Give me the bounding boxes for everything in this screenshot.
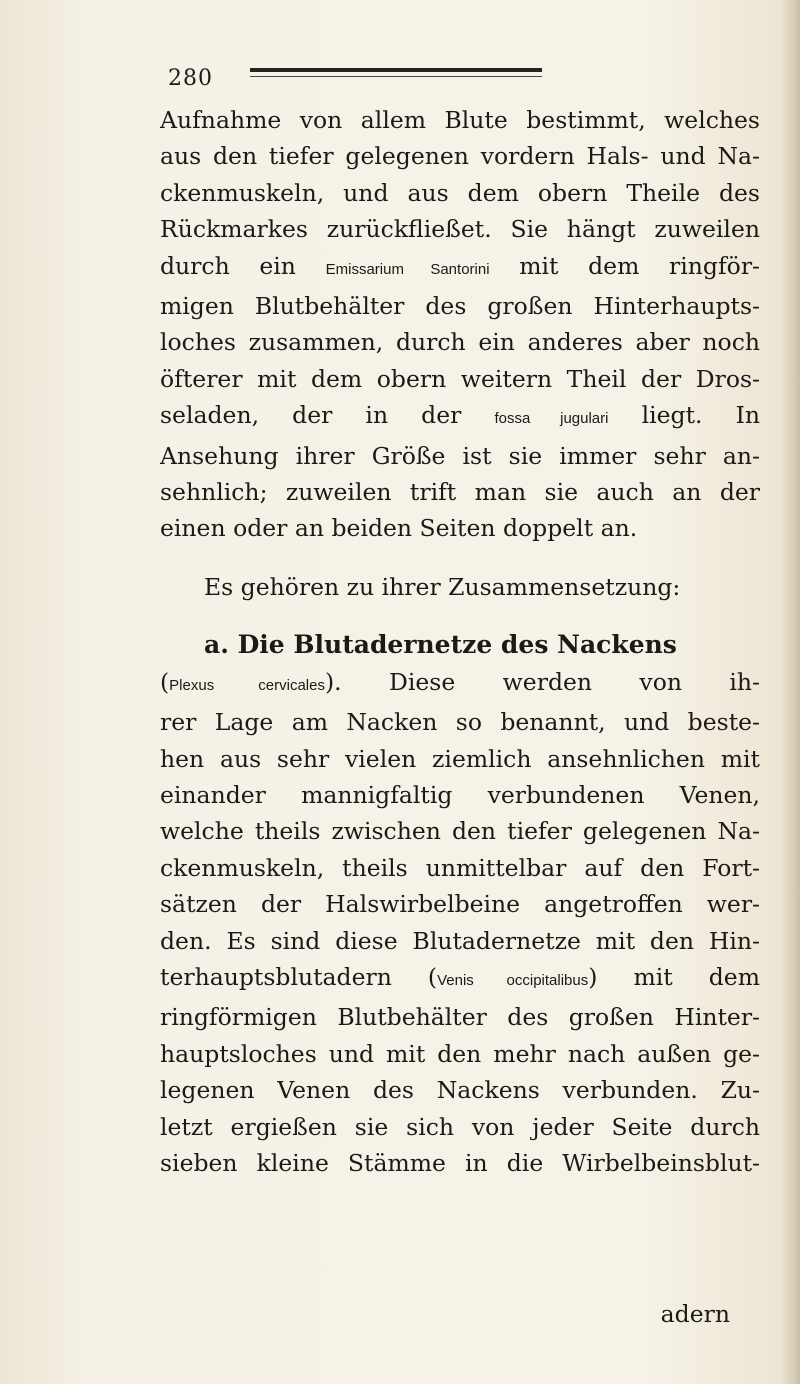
paragraph-1 — [160, 102, 760, 547]
text-line: sieben kleine Stämme in die Wirbelbeinsblut- — [160, 1148, 760, 1177]
text-line: aus den tiefer gelegenen vordern Hals- und Na- — [160, 142, 760, 171]
text-line: Rückmarkes zurückfließet. Sie hängt zuweilen — [160, 215, 760, 244]
text-line: terhauptsblutadern (Venis occipitalibus) mit dem — [160, 962, 760, 991]
header-rule-thin — [250, 76, 542, 77]
header-rule — [250, 68, 542, 72]
text-line: Aufnahme von allem Blute bestimmt, welches — [160, 106, 760, 134]
text-line: welche theils zwischen den tiefer gelegenen Na- — [160, 817, 760, 846]
text-line: einander mannigfaltig verbundenen Venen, — [160, 780, 760, 809]
latin-term: fossa jugulari — [494, 410, 609, 428]
text-line: (Plexus cervicales). Diese werden von ih- — [160, 667, 760, 696]
page-number: 280 — [168, 66, 213, 91]
text-line: hauptsloches und mit den mehr nach außen ge- — [160, 1039, 760, 1068]
latin-term: Plexus cervicales — [169, 676, 325, 694]
text-line: ckenmuskeln, theils unmittelbar auf den Fort- — [160, 853, 760, 882]
text-line: hen aus sehr vielen ziemlich ansehnlichen mit — [160, 744, 760, 773]
paragraph-3 — [160, 627, 760, 1181]
text-line: legenen Venen des Nackens verbunden. Zu- — [160, 1076, 760, 1105]
text-line: Ansehung ihrer Größe ist sie immer sehr an- — [160, 441, 760, 470]
text-line: rer Lage am Nacken so benannt, und beste- — [160, 708, 760, 737]
latin-term: Emissarium Santorini — [325, 260, 490, 278]
text-line: sehnlich; zuweilen trift man sie auch an der — [160, 478, 760, 507]
text-line: ringförmigen Blutbehälter des großen Hinter- — [160, 1003, 760, 1032]
text-line: einen oder an beiden Seiten doppelt an. — [160, 514, 638, 543]
text-line: öfterer mit dem obern weitern Theil der Dros- — [160, 364, 760, 393]
text-line: letzt ergießen sie sich von jeder Seite durch — [160, 1112, 760, 1141]
paragraph-2 — [160, 569, 760, 605]
text-line: seladen, der in der fossa jugulari liegt. In — [160, 401, 760, 430]
catchword: adern — [660, 1300, 730, 1328]
section-heading: a. Die Blutadernetze des Nackens — [204, 630, 677, 660]
text-line: durch ein Emissarium Santorini mit dem ringför- — [160, 251, 760, 280]
text-line: Es gehören zu ihrer Zusammensetzung: — [204, 572, 681, 601]
page-edge — [782, 0, 800, 1384]
text-line: loches zusammen, durch ein anderes aber noch — [160, 328, 760, 357]
paragraph-gap — [160, 547, 760, 569]
paragraph-gap — [160, 605, 760, 627]
text-line: den. Es sind diese Blutadernetze mit den Hin- — [160, 926, 760, 955]
text-line: ckenmuskeln, und aus dem obern Theile des — [160, 178, 760, 207]
latin-term: Venis occipitalibus — [437, 971, 589, 989]
text-line: sätzen der Halswirbelbeine angetroffen wer- — [160, 890, 760, 919]
body-text — [160, 102, 760, 1181]
text-line: migen Blutbehälter des großen Hinterhaupts- — [160, 292, 760, 321]
